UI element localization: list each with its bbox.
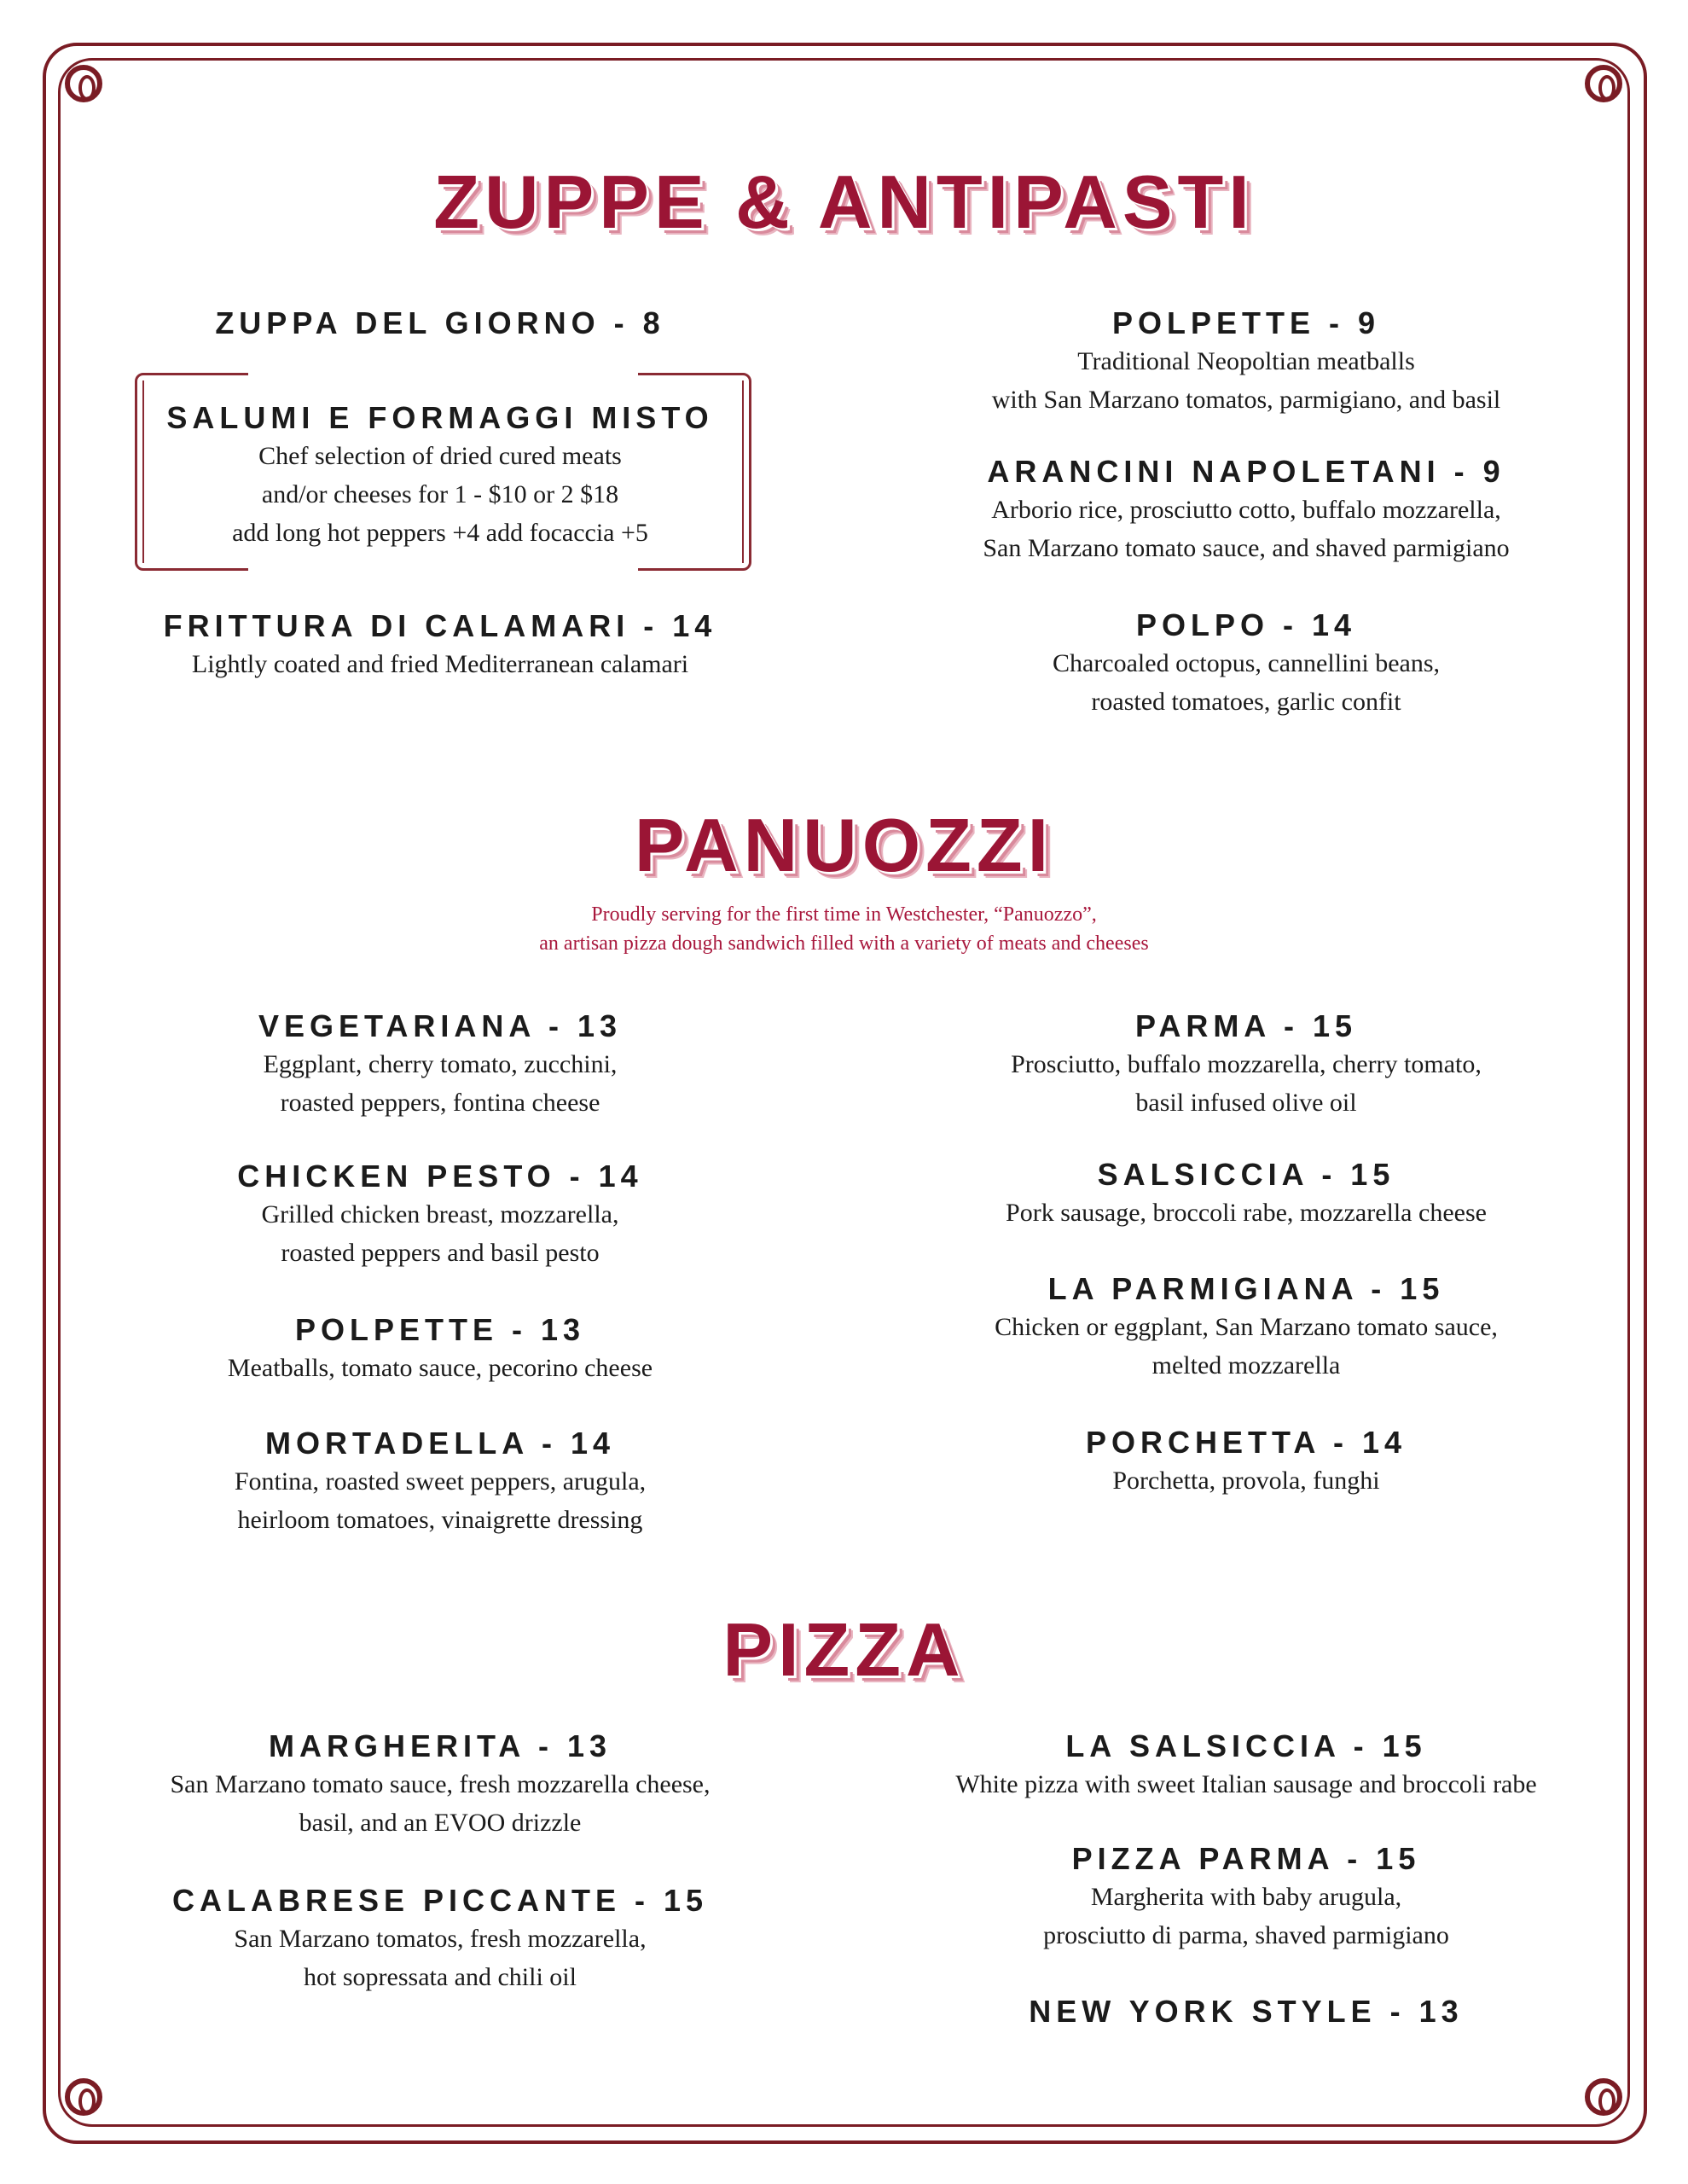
menu-item-name: LA PARMIGIANA - 15: [1047, 1271, 1445, 1306]
menu-item-description: and/or cheeses for 1 - $10 or 2 $18: [261, 480, 619, 508]
menu-item-description: prosciutto di parma, shaved parmigiano: [1043, 1921, 1449, 1949]
menu-item-name: SALUMI E FORMAGGI MISTO: [166, 400, 714, 435]
menu-item-description: roasted peppers, fontina cheese: [280, 1089, 600, 1117]
menu-item: [56, 1882, 824, 1996]
menu-item-description: San Marzano tomato sauce, and shaved parmigiano: [983, 534, 1510, 562]
corner-ornament-icon: [65, 2078, 102, 2116]
menu-item: [862, 607, 1630, 721]
section-title-zuppe-antipasti: ZUPPE & ANTIPASTI: [433, 160, 1255, 244]
menu-item-description: basil infused olive oil: [1135, 1089, 1357, 1117]
menu-item-description: Fontina, roasted sweet peppers, arugula,: [234, 1467, 647, 1496]
menu-item-name: POLPO - 14: [1135, 607, 1357, 642]
menu-item-description: Charcoaled octopus, cannellini beans,: [1052, 649, 1440, 677]
menu-item-description: Porchetta, provola, funghi: [1112, 1467, 1380, 1495]
menu-item-name: PARMA - 15: [1134, 1008, 1358, 1043]
menu-item-description: San Marzano tomatos, fresh mozzarella,: [234, 1925, 647, 1953]
menu-item: [56, 607, 824, 683]
menu-item-name: LA SALSICCIA - 15: [1065, 1728, 1427, 1763]
menu-item-description: Chicken or eggplant, San Marzano tomato sauce,: [995, 1313, 1498, 1341]
section-title-panuozzi: PANUOZZI: [634, 803, 1054, 887]
menu-item-description: add long hot peppers +4 add focaccia +5: [232, 519, 648, 547]
menu-item-description: Margherita with baby arugula,: [1090, 1883, 1402, 1911]
menu-item: [56, 305, 824, 342]
menu-item-description: Lightly coated and fried Mediterranean calamari: [191, 650, 689, 678]
menu-item-name: VEGETARIANA - 13: [258, 1008, 623, 1043]
menu-item: [862, 305, 1630, 419]
menu-item-name: MORTADELLA - 14: [265, 1426, 615, 1461]
menu-item: [56, 1728, 824, 1842]
menu-item-description: Arborio rice, prosciutto cotto, buffalo mozzarella,: [991, 496, 1501, 524]
menu-item-description: hot sopressata and chili oil: [304, 1963, 577, 1991]
menu-item-name: FRITTURA DI CALAMARI - 14: [163, 608, 717, 643]
menu-item-name: CALABRESE PICCANTE - 15: [171, 1883, 709, 1918]
menu-item-name: POLPETTE - 13: [294, 1312, 586, 1347]
menu-item: [56, 1425, 824, 1539]
menu-item: [862, 453, 1630, 567]
menu-item: [862, 1728, 1630, 1804]
panuozzi-intro-line: Proudly serving for the first time in Westchester, “Panuozzo”,: [591, 903, 1097, 926]
menu-item: [56, 1158, 824, 1272]
menu-item-description: heirloom tomatoes, vinaigrette dressing: [237, 1506, 643, 1534]
menu-item: [862, 1424, 1630, 1500]
menu-item-name: ARANCINI NAPOLETANI - 9: [987, 454, 1505, 489]
corner-ornament-icon: [65, 65, 102, 102]
menu-item-description: Grilled chicken breast, mozzarella,: [261, 1200, 619, 1228]
menu-item: [862, 1270, 1630, 1385]
menu-item-name: PIZZA PARMA - 15: [1071, 1841, 1421, 1876]
menu-item-name: SALSICCIA - 15: [1097, 1157, 1395, 1192]
menu-item-description: roasted tomatoes, garlic confit: [1091, 688, 1401, 716]
menu-item-description: roasted peppers and basil pesto: [281, 1239, 600, 1267]
menu-item: [862, 1008, 1630, 1122]
menu-item-name: POLPETTE - 9: [1111, 305, 1381, 340]
menu-item-description: Prosciutto, buffalo mozzarella, cherry tomato,: [1011, 1050, 1482, 1078]
corner-ornament-icon: [1585, 2078, 1622, 2116]
corner-ornament-icon: [1585, 65, 1622, 102]
menu-item-description: Traditional Neopoltian meatballs: [1077, 347, 1415, 375]
menu-item-name: PORCHETTA - 14: [1085, 1425, 1407, 1460]
menu-item-description: with San Marzano tomatos, parmigiano, and basil: [991, 386, 1501, 414]
menu-item-name: CHICKEN PESTO - 14: [237, 1159, 643, 1194]
menu-item-description: Meatballs, tomato sauce, pecorino cheese: [227, 1354, 653, 1382]
menu-item: [862, 1993, 1630, 2030]
menu-item-description: Eggplant, cherry tomato, zucchini,: [263, 1050, 618, 1078]
panuozzi-intro: [0, 900, 1688, 958]
menu-item-description: melted mozzarella: [1151, 1351, 1341, 1380]
menu-item: [862, 1840, 1630, 1955]
menu-item-description: Chef selection of dried cured meats: [258, 442, 622, 470]
menu-item: [862, 1156, 1630, 1232]
menu-item-name: ZUPPA DEL GIORNO - 8: [215, 305, 665, 340]
menu-item: [56, 399, 824, 552]
panuozzi-intro-line: an artisan pizza dough sandwich filled with a variety of meats and cheeses: [539, 932, 1149, 955]
menu-item-description: White pizza with sweet Italian sausage and broccoli rabe: [955, 1770, 1537, 1798]
menu-item-description: San Marzano tomato sauce, fresh mozzarella cheese,: [170, 1770, 711, 1798]
menu-item-description: basil, and an EVOO drizzle: [299, 1809, 582, 1837]
menu-item-description: Pork sausage, broccoli rabe, mozzarella cheese: [1006, 1199, 1487, 1227]
section-title-pizza: PIZZA: [722, 1607, 966, 1692]
menu-item: [56, 1008, 824, 1122]
menu-item-name: NEW YORK STYLE - 13: [1029, 1994, 1464, 2029]
menu-item-name: MARGHERITA - 13: [268, 1728, 612, 1763]
menu-item: [56, 1311, 824, 1387]
